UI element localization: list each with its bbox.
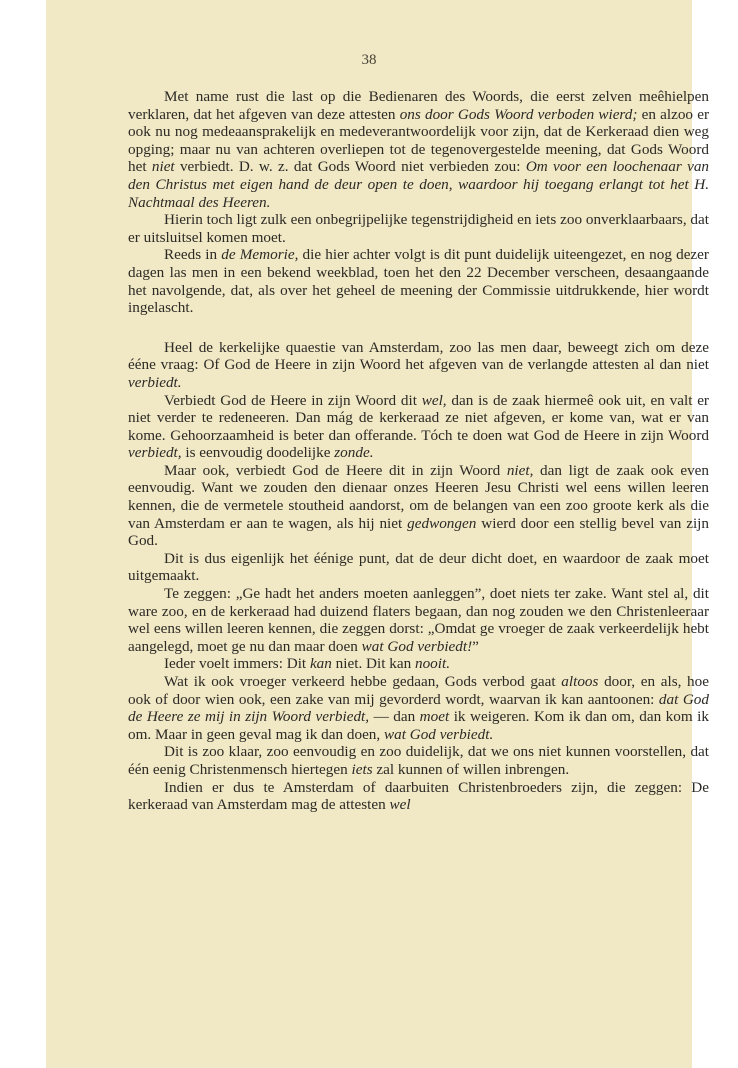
italic-text: de Memorie, <box>221 246 299 264</box>
italic-text: niet, <box>506 461 534 479</box>
italic-text: ons door Gods Woord verboden wierd; <box>399 105 638 123</box>
italic-text: kan <box>309 655 332 673</box>
paragraph <box>128 211 709 246</box>
italic-text: Om voor een loochenaar van den Christus met eigen hand de deur open te doen, waardoor hij toegang erlangt tot het H. Nachtmaal des Heeren. <box>128 158 710 211</box>
paragraph <box>128 246 709 316</box>
text-run: dan is de zaak hiermeê ook uit, en valt er niet verder te redeneeren. Dan mág de kerkeraad ze niet afgeven, er kome van, wat er van kome. Gehoorzaamheid is beter dan offerande. Tóch te doen wat God de Heere in zijn Woord <box>128 391 709 444</box>
text-run: zal kunnen of willen inbrengen. <box>372 760 570 778</box>
intro-section <box>128 88 709 317</box>
text-run: Indien er dus te Amsterdam of daarbuiten Christenbroeders zijn, die zeggen: De kerkeraad van Amsterdam mag de attesten <box>128 778 709 814</box>
text-run: wierd door een stellig bevel van zijn God. <box>128 514 709 550</box>
text-run: Met name rust die last op die Bedienaren des Woords, die eerst zelven meêhielpen verklaren, dat het afgeven van deze attesten <box>128 88 709 123</box>
paragraph <box>128 673 709 743</box>
italic-text: wat God verbiedt! <box>361 637 473 655</box>
italic-text: moet <box>419 708 450 726</box>
italic-text: gedwongen <box>407 514 477 532</box>
text-run: Heel de kerkelijke quaestie van Amsterdam, zoo las men daar, beweegt zich om deze ééne vraag: Of God de Heere in zijn Woord het afgeven van de verlangde attesten al dan niet <box>128 338 709 374</box>
text-run: ” <box>472 637 479 655</box>
italic-text: iets <box>351 760 373 778</box>
text-run: is eenvoudig doodelijke <box>181 444 335 462</box>
text-run: en alzoo er ook nu nog medeaansprakelijk en medeverantwoordelijk voor zijn, dat de Kerkeraad dien weg opging; maar nu van achteren overliepen tot de tegenovergestelde meening, dat Gods Woord het <box>128 105 709 176</box>
text-run: Reeds in <box>164 246 222 264</box>
text-run: door, en als, hoe ook of door wien ook, een zake van mij gevorderd wordt, waarvan ik kan aantoonen: <box>128 673 709 708</box>
paragraph <box>128 88 709 211</box>
text-run: Ieder voelt immers: Dit <box>164 655 310 673</box>
italic-text: zonde. <box>334 444 374 462</box>
italic-text: verbiedt. <box>128 373 182 391</box>
italic-text: altoos <box>561 673 599 690</box>
italic-text: nooit. <box>414 655 450 673</box>
italic-text: wat God verbiedt. <box>384 725 494 743</box>
text-run: — dan <box>369 708 420 726</box>
paragraph <box>128 743 709 778</box>
text-run: verbiedt. D. w. z. dat Gods Woord niet verbieden zou: <box>174 158 526 176</box>
text-run: Wat ik ook vroeger verkeerd hebbe gedaan, Gods verbod gaat <box>164 673 562 690</box>
paragraph <box>128 585 709 655</box>
text-run: Hierin toch ligt zulk een onbegrijpelijke tegenstrijdigheid en iets zoo onverklaarbaars, dat er uitsluitsel komen moet. <box>128 211 709 246</box>
italic-text: wel <box>389 796 411 814</box>
section-gap <box>128 317 709 339</box>
book-page <box>46 0 710 1068</box>
text-run: Dit is zoo klaar, zoo eenvoudig en zoo duidelijk, dat we ons niet kunnen voorstellen, dat één eenig Christenmensch hiertegen <box>128 743 709 778</box>
text-run: niet. Dit kan <box>331 655 415 673</box>
text-run: Te zeggen: „Ge hadt het anders moeten aanleggen”, doet niets ter zake. Want stel al, dit ware zoo, en de kerkeraad had duizend flaters begaan, dan nog zouden we den Christenleeraar wel eens willen leeren kennen, die zeggen dorst: „Omdat ge vroeger de zaak verkeerdelijk hebt aangelegd, moet ge nu dan maar doen <box>128 585 709 655</box>
text-run: die hier achter volgt is dit punt duidelijk uiteengezet, en nog dezer dagen las men in een bekend weekblad, toen het den 22 December verscheen, desaangaande het navolgende, dat, als over het geheel de meening der Commissie uitdrukkende, hier wordt ingelascht. <box>128 246 709 317</box>
paragraph <box>128 392 709 462</box>
paragraph <box>128 550 709 585</box>
italic-text: verbiedt, <box>128 444 182 462</box>
quoted-article <box>128 339 709 814</box>
page-body <box>128 88 709 814</box>
paragraph <box>128 339 709 392</box>
italic-text: niet <box>151 158 175 176</box>
text-run: Verbiedt God de Heere in zijn Woord dit <box>164 391 422 409</box>
italic-text: wel, <box>421 391 447 409</box>
paragraph <box>128 655 709 673</box>
text-run: Maar ook, verbiedt God de Heere dit in zijn Woord <box>164 461 507 479</box>
paragraph <box>128 779 709 814</box>
text-run: dan ligt de zaak ook even eenvoudig. Want we zouden den dienaar onzes Heeren Jesu Christi wel eens willen leeren kennen, die de vermetele stoutheid aandorst, om de belangen van een zoo groote kerk als die van Amsterdam er aan te wagen, als hij niet <box>128 461 709 532</box>
text-run: ik weigeren. Kom ik dan om, dan kom ik om. Maar in geen geval mag ik dan doen, <box>128 708 709 743</box>
italic-text: dat God de Heere ze mij in zijn Woord verbiedt, <box>128 690 709 726</box>
text-run: Dit is dus eigenlijk het éénige punt, dat de deur dicht doet, en waardoor de zaak moet uitgemaakt. <box>128 549 709 585</box>
paragraph <box>128 462 709 550</box>
page-number: 38 <box>361 52 377 68</box>
